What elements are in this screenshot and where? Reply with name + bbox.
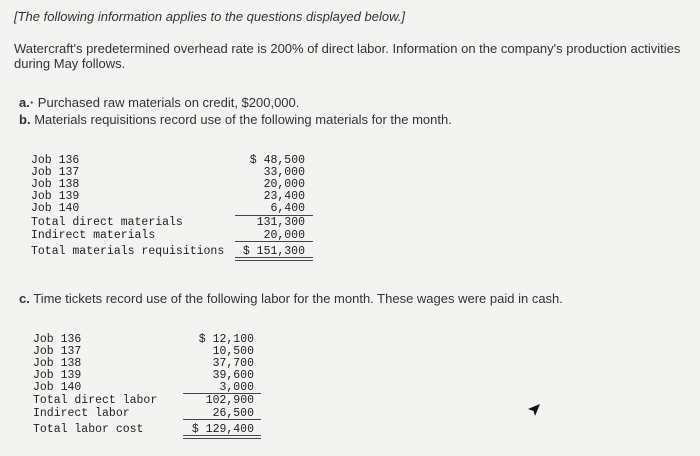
- labor-label: Total labor cost: [33, 423, 144, 436]
- materials-value: $ 151,300: [242, 245, 305, 258]
- mouse-cursor-icon: [527, 403, 541, 417]
- item-a-text: Purchased raw materials on credit, $200,000.: [37, 95, 300, 110]
- labor-value: 26,500: [212, 407, 254, 420]
- labor-value: 10,500: [212, 345, 254, 358]
- materials-label: Job 136: [31, 154, 80, 167]
- labor-label: Job 140: [33, 381, 82, 394]
- labor-value: $ 12,100: [198, 333, 254, 346]
- labor-value: $ 129,400: [191, 423, 254, 436]
- materials-value: 6,400: [270, 202, 305, 215]
- item-c-text: Time tickets record use of the following labor for the month. These wages were paid in cash.: [33, 291, 563, 306]
- labor-total-rule: [183, 419, 261, 420]
- materials-value: 23,400: [263, 190, 305, 203]
- item-a-marker: a.·: [19, 95, 35, 110]
- intro-note: [The following information applies to the questions displayed below.]: [14, 9, 405, 24]
- labor-double-rule: [183, 435, 261, 439]
- labor-subtotal-rule: [183, 393, 261, 394]
- labor-value: 3,000: [219, 381, 254, 394]
- materials-value: 20,000: [263, 229, 305, 242]
- labor-value: 102,900: [205, 394, 254, 407]
- materials-value: 131,300: [256, 216, 305, 229]
- labor-label: Total direct labor: [33, 394, 158, 407]
- labor-value: 39,600: [212, 369, 254, 382]
- materials-label: Indirect materials: [31, 229, 156, 242]
- item-b-text: Materials requisitions record use of the following materials for the month.: [34, 112, 452, 127]
- labor-label: Job 138: [33, 357, 82, 370]
- materials-value: $ 48,500: [249, 154, 305, 167]
- materials-label: Job 137: [31, 166, 80, 179]
- labor-label: Indirect labor: [33, 407, 130, 420]
- item-c-marker: c.: [19, 291, 30, 306]
- labor-value: 37,700: [212, 357, 254, 370]
- item-b-marker: b.: [19, 112, 31, 127]
- materials-label: Total direct materials: [31, 216, 183, 229]
- labor-label: Job 137: [33, 345, 82, 358]
- materials-value: 33,000: [263, 166, 305, 179]
- labor-label: Job 136: [33, 333, 82, 346]
- labor-label: Job 139: [33, 369, 82, 382]
- materials-value: 20,000: [263, 178, 305, 191]
- problem-description: Watercraft's predetermined overhead rate is 200% of direct labor. Information on the company's production activities during May follows.: [14, 41, 681, 71]
- materials-label: Job 139: [31, 190, 80, 203]
- materials-label: Job 140: [31, 202, 80, 215]
- materials-label: Total materials requisitions: [31, 245, 225, 258]
- materials-label: Job 138: [31, 178, 80, 191]
